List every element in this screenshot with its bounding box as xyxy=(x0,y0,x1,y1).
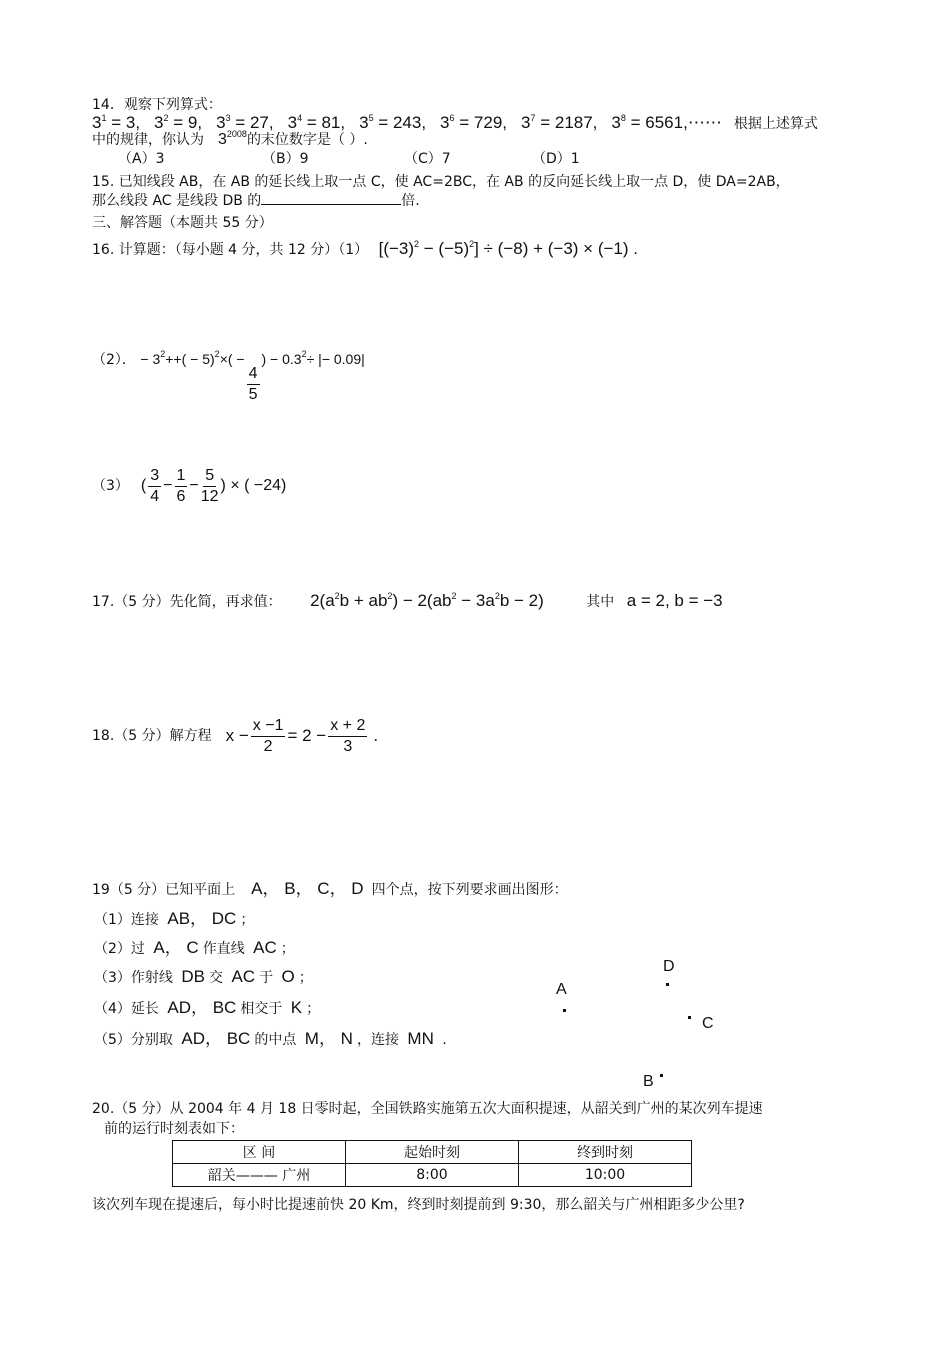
q20-line1: 20.（5 分）从 2004 年 4 月 18 日零时起，全国铁路实施第五次大面积提速，从韶关到广州的某次列车提速 xyxy=(92,1101,763,1117)
q19-head: 19（5 分）已知平面上 A， B， C， D 四个点，按下列要求画出图形： xyxy=(92,879,568,898)
q14-power-8: $3^8 = 6561$ xyxy=(611,113,684,132)
point-b xyxy=(660,1074,663,1077)
q14-question-a: 中的规律，你认为 xyxy=(92,132,204,148)
q17-head: 17.（5 分）先化简，再求值： xyxy=(92,594,282,610)
q14-option-b: （B）9 xyxy=(262,151,309,167)
q14-big-power: $3^{2008}$ xyxy=(218,129,247,148)
timetable-row xyxy=(173,1164,692,1187)
timetable xyxy=(172,1140,692,1187)
fraction-5-12: $\frac{5}{12}$ xyxy=(200,466,219,505)
q16-part3-label: （3） xyxy=(92,478,129,494)
fraction-3-4: $\frac{3}{4}$ xyxy=(150,466,160,505)
q16-part2-label: （2）． xyxy=(92,352,136,368)
q14-ellipsis: ,⋯⋯ xyxy=(683,113,722,132)
q14-question-b: 的末位数字是（ ）. xyxy=(246,132,368,148)
q14-title: 14．观察下列算式： xyxy=(92,97,222,113)
q19-step-5: （5）分别取 AD， BC 的中点 M， N ，连接 MN . xyxy=(94,1029,447,1048)
q16-part1 xyxy=(92,240,638,264)
q16-expr2: − $3^2++( - 5)^2\times$( − $\frac{4}{5}$ ) − $0.3^2\div$ |− 0.09| xyxy=(140,349,365,403)
timetable-header-start: 起始时刻 xyxy=(346,1141,519,1164)
fraction-4-5: $\frac{4}{5}$ xyxy=(248,365,258,403)
q15-line1: 15. 已知线段 AB，在 AB 的延长线上取一点 C，使 AC=2BC，在 AB 的反向延长线上取一点 D，使 DA=2AB， xyxy=(92,174,790,190)
q20-line2: 前的运行时刻表如下： xyxy=(104,1121,244,1137)
q15-line2: 那么线段 AC 是线段 DB 的 倍. xyxy=(92,193,420,209)
timetable-header-row xyxy=(173,1141,692,1164)
q14-power-4: $3^4 = 81$, xyxy=(287,113,346,132)
q14-power-7: $3^7 = 2187$, xyxy=(521,113,598,132)
q19-step-1: （1）连接 AB， DC ； xyxy=(94,909,255,928)
q17 xyxy=(92,592,723,616)
timetable-cell-start: 8:00 xyxy=(346,1164,519,1187)
point-label-c: C xyxy=(702,1015,714,1032)
q18-head: 18.（5 分）解方程 xyxy=(92,728,212,744)
fraction-x-plus-2-over-3: $\frac{x + 2}{3}$ xyxy=(330,716,366,755)
q14-trail: 根据上述算式 xyxy=(733,116,818,132)
q14-question xyxy=(92,131,368,151)
point-label-d: D xyxy=(663,958,675,975)
fraction-1-6: $\frac{1}{6}$ xyxy=(176,466,186,505)
q16-head: 16. 计算题：（每小题 4 分，共 12 分）（1） xyxy=(92,242,369,258)
q17-expression: $2(a^2b + ab^2) - 2(ab^2 - 3a^2b - 2)$ xyxy=(310,591,544,610)
timetable-cell-route: 韶关——— 广州 xyxy=(173,1164,346,1187)
point-d xyxy=(666,983,669,986)
q14-option-a: （A）3 xyxy=(118,151,165,167)
q15-answer-blank[interactable] xyxy=(261,192,401,205)
q14-option-d: （D）1 xyxy=(532,151,580,167)
q19-step-2: （2）过 A， C 作直线 AC ； xyxy=(94,938,295,957)
point-label-a: A xyxy=(556,981,567,998)
point-c xyxy=(688,1016,691,1019)
timetable-header-end: 终到时刻 xyxy=(519,1141,692,1164)
q14-power-2: $3^2 = 9$, xyxy=(154,113,203,132)
q17-where: 其中 xyxy=(586,594,615,610)
q14-power-1: $3^1 = 3$, xyxy=(92,113,141,132)
point-label-b: B xyxy=(643,1073,654,1090)
timetable-header-section: 区 间 xyxy=(173,1141,346,1164)
q16-part3: （3） ( $\frac{3}{4}$ − $\frac{1}{6}$ − $\frac{5}{12}$ ) × ( −24) xyxy=(92,466,287,505)
q20-line3: 该次列车现在提速后，每小时比提速前快 20 Km，终到时刻提前到 9:30，那么韶关与广州相距多少公里? xyxy=(92,1197,745,1213)
q19-step-4: （4）延长 AD， BC 相交于 K ； xyxy=(94,998,321,1017)
fraction-x-minus-1-over-2: $\frac{x -1}{2}$ xyxy=(252,716,284,755)
q14-powers xyxy=(92,113,683,132)
point-a xyxy=(563,1009,566,1012)
q14-power-5: $3^5 = 243$, xyxy=(359,113,427,132)
q17-condition: a = 2, b = −3 xyxy=(626,591,723,610)
q16-part2 xyxy=(92,349,365,403)
q14-power-3: $3^3 = 27$, xyxy=(216,113,274,132)
q14-option-c: （C）7 xyxy=(404,151,451,167)
q14-power-6: $3^6 = 729$, xyxy=(440,113,507,132)
q18: 18.（5 分）解方程 x − $\frac{x -1}{2}$ = 2 − $\frac{x + 2}{3}$ . xyxy=(92,716,379,755)
timetable-cell-end: 10:00 xyxy=(519,1164,692,1187)
q16-expr1: $[(-3)^2 - (-5)^2] \div (-8) + (-3) \times (-1)$ . xyxy=(378,239,638,258)
section-3-heading: 三、解答题（本题共 55 分） xyxy=(92,215,273,231)
q19-step-3: （3）作射线 DB 交 AC 于 O ； xyxy=(94,967,313,986)
